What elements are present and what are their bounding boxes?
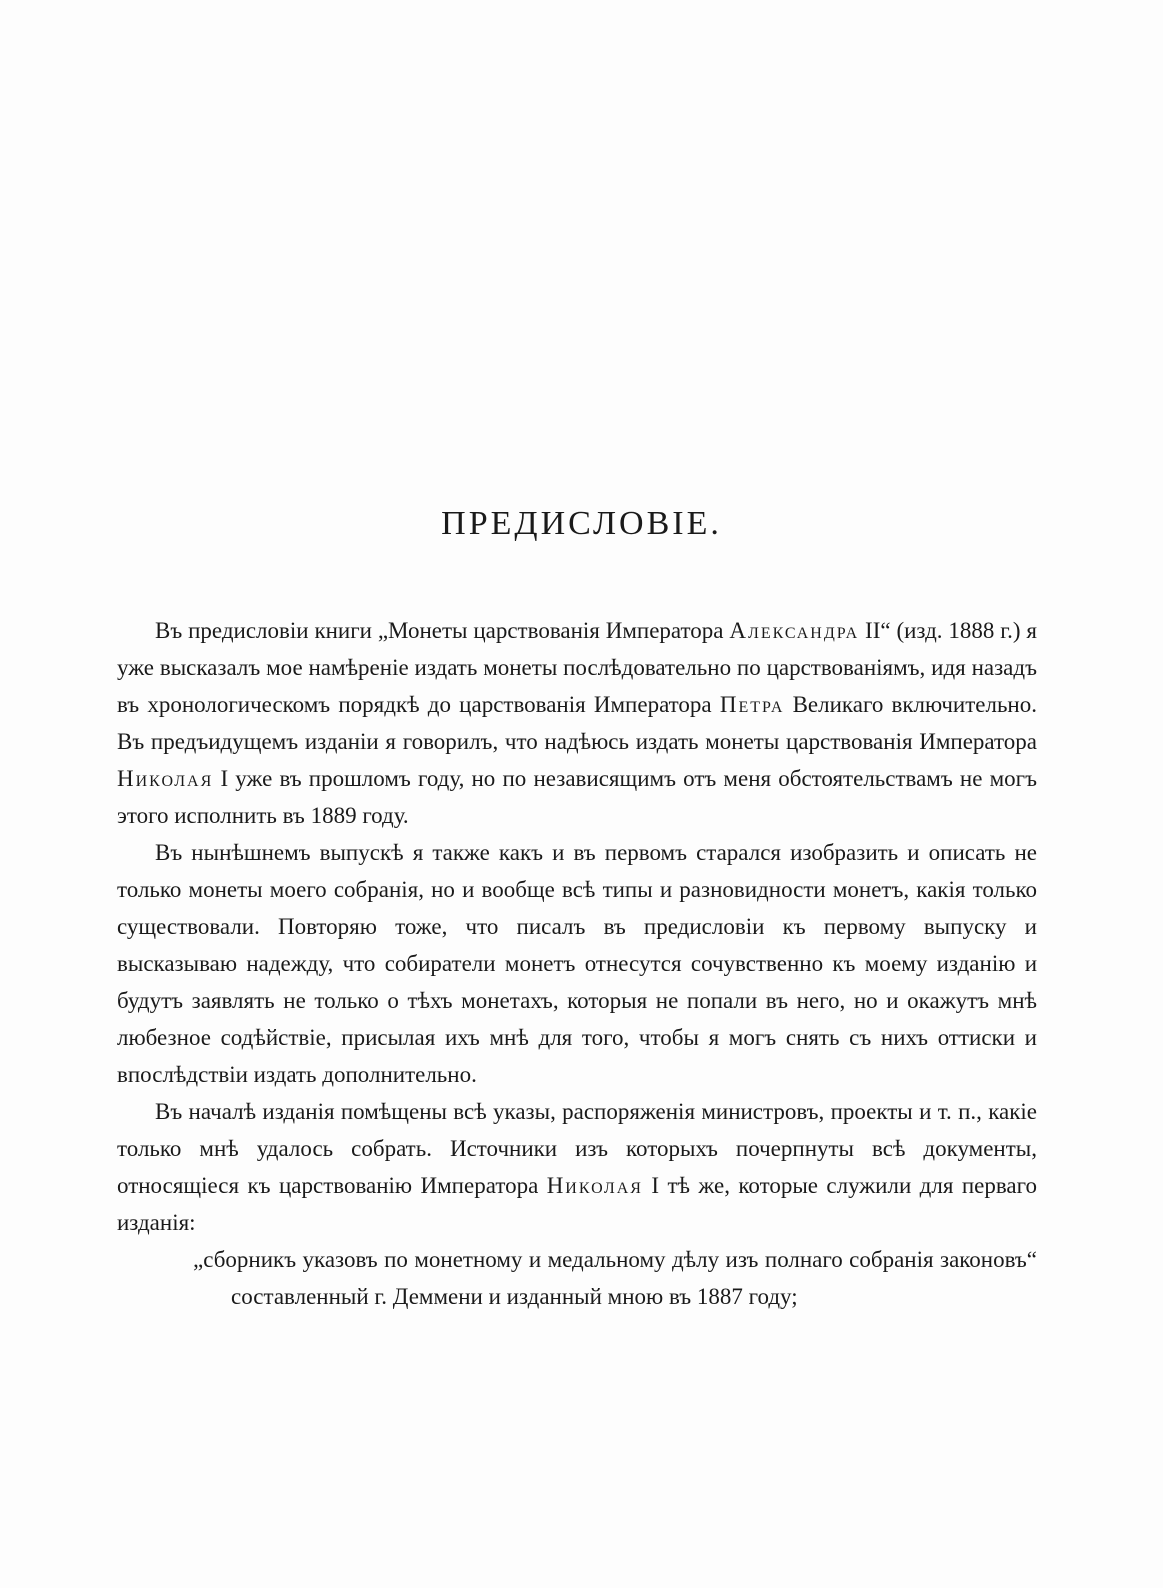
paragraph-1-text-g: I уже въ прошломъ году, но по независящимъ отъ меня обстоятельствамъ не могъ этого исполнить въ 1889 году. [117, 766, 1037, 828]
paragraph-1 [117, 612, 1037, 834]
paragraph-1-text-c: II“ (изд. 1888 г.) я уже высказалъ мое намѣреніе издать монеты послѣдовательно по царствованіямъ, идя назадъ въ хронологическомъ порядкѣ до царствованія Императора [117, 618, 1037, 717]
paragraph-3 [117, 1093, 1037, 1241]
name-peter: Петра [719, 692, 785, 717]
name-nicholas: Николая [117, 766, 214, 791]
paragraph-1-text-e: Великаго включительно. Въ предъидущемъ изданіи я говорилъ, что надѣюсь издать монеты царствованія Императора [117, 692, 1037, 754]
paragraph-3-text-a: Въ началѣ изданія помѣщены всѣ указы, распоряженія министровъ, проекты и т. п., какіе только мнѣ удалось собрать. Источники изъ которыхъ почерпнуты всѣ документы, относящіеся къ царствованію Императора [117, 1099, 1037, 1198]
paragraph-3-text-c: I тѣ же, которые служили для перваго изданія: [117, 1173, 1037, 1235]
paragraph-2: Въ нынѣшнемъ выпускѣ я также какъ и въ первомъ старался изобразить и описать не только монеты моего собранія, но и вообще всѣ типы и разновидности монетъ, какія только существовали. Повторяю тоже, что писалъ въ предисловіи къ первому выпуску и высказываю надежду, что собиратели монетъ отнесутся сочувственно къ моему изданію и будутъ заявлять не только о тѣхъ монетахъ, которыя не попали въ него, но и окажутъ мнѣ любезное содѣйствіе, присылая ихъ мнѣ для того, чтобы я могъ снять съ нихъ оттиски и впослѣдствіи издать дополнительно. [117, 840, 1037, 1087]
preface-body [117, 612, 1037, 1315]
page-title: ПРЕДИСЛОВІЕ. [441, 505, 722, 542]
paragraph-1-text-a: Въ предисловіи книги „Монеты царствованія Императора [155, 618, 730, 643]
name-nicholas-2: Николая [546, 1173, 643, 1198]
name-alexander: Александра [729, 618, 860, 643]
quoted-source: „сборникъ указовъ по монетному и медальному дѣлу изъ полнаго собранія законовъ“ составленный г. Деммени и изданный мною въ 1887 году; [193, 1247, 1037, 1309]
